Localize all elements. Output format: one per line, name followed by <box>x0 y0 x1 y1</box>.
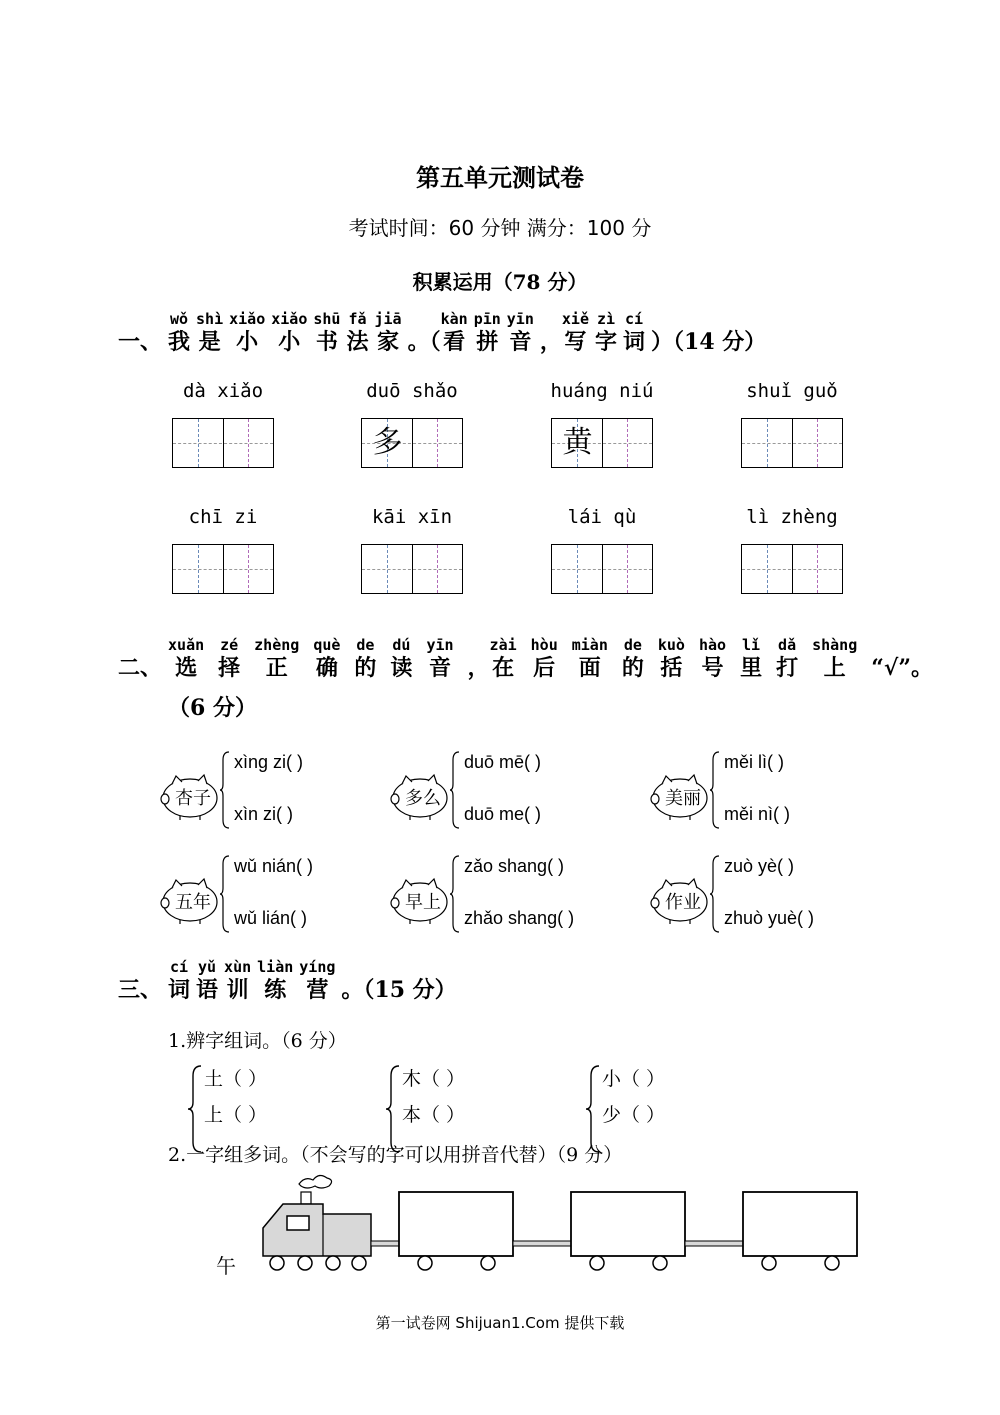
hanzi: 音 <box>428 655 451 681</box>
q3-pair-item[interactable]: 少（ ） <box>602 1104 666 1126</box>
pinyin: liàn <box>257 958 294 976</box>
q2-word: 五年 <box>175 892 211 913</box>
q1-word <box>374 310 401 356</box>
pinyin: dǎ <box>778 636 797 654</box>
pinyin: shàng <box>812 636 858 654</box>
hanzi: 法 <box>346 329 369 355</box>
hanzi: 训 <box>226 977 249 1003</box>
pinyin: cí <box>169 958 189 976</box>
q3-word <box>299 958 335 1004</box>
q3-tail: 。（15 分） <box>341 977 457 1003</box>
q2-word <box>254 636 299 682</box>
pinyin: de <box>356 636 375 654</box>
hanzi: 语 <box>196 977 219 1003</box>
hanzi: 小 <box>236 329 259 355</box>
q1-writing-grid[interactable] <box>172 544 274 594</box>
pinyin: shū <box>313 310 341 328</box>
q1-word <box>623 310 645 356</box>
q2-choice-group <box>388 750 618 830</box>
hanzi: 正 <box>265 655 288 681</box>
hanzi: 词 <box>168 977 191 1003</box>
hanzi: 营 <box>306 977 329 1003</box>
pinyin: què <box>313 636 341 654</box>
q2-option[interactable]: wǔ nián( ) <box>234 856 314 876</box>
hanzi: 词 <box>623 329 646 355</box>
q2-words <box>168 636 468 682</box>
q1-sample-char: 多 <box>372 425 403 460</box>
hanzi: 后 <box>533 655 556 681</box>
q3-pair-item[interactable]: 上（ ） <box>204 1104 268 1126</box>
pinyin: hòu <box>530 636 558 654</box>
q1-sep: 。（ <box>407 329 441 355</box>
q1-word <box>562 310 589 356</box>
q1-pinyin-label: chī zi <box>188 506 258 528</box>
pinyin: wǒ <box>169 310 189 328</box>
q2-word <box>699 636 726 682</box>
hanzi: 家 <box>377 329 400 355</box>
hanzi: 括 <box>660 655 683 681</box>
hanzi: 拼 <box>476 329 499 355</box>
q1-word <box>271 310 307 356</box>
pinyin: lǐ <box>742 636 761 654</box>
q2-words2 <box>490 636 872 682</box>
hanzi: 字 <box>594 329 617 355</box>
q3-pair-item[interactable]: 木（ ） <box>402 1068 466 1090</box>
hanzi: 打 <box>776 655 799 681</box>
section-heading: 积累运用（78 分） <box>412 270 588 294</box>
pinyin: yíng <box>299 958 336 976</box>
q1-word <box>229 310 265 356</box>
hanzi: 写 <box>564 329 587 355</box>
hanzi: 书 <box>315 329 338 355</box>
hanzi: 面 <box>578 655 601 681</box>
q2-word <box>426 636 453 682</box>
pinyin: zì <box>596 310 616 328</box>
q2-score: （6 分） <box>168 695 257 721</box>
hanzi: 确 <box>315 655 338 681</box>
q3-pair-item[interactable]: 小（ ） <box>602 1068 666 1090</box>
page-title: 第五单元测试卷 <box>416 163 584 192</box>
q3-word <box>168 958 190 1004</box>
q2-option[interactable]: xìng zi( ) <box>234 752 304 772</box>
q3-word <box>224 958 251 1004</box>
hanzi: 的 <box>621 655 644 681</box>
q2-option[interactable]: měi lì( ) <box>724 752 784 772</box>
q2-heading <box>118 636 933 682</box>
hanzi: 里 <box>740 655 763 681</box>
hanzi: 练 <box>264 977 287 1003</box>
q1-writing-grid[interactable] <box>741 418 843 468</box>
q1-pinyin-label: duō shǎo <box>366 380 458 402</box>
q1-comma: ， <box>539 329 562 355</box>
pinyin: yǔ <box>198 958 217 976</box>
q1-writing-grid[interactable] <box>551 544 653 594</box>
q1-pinyin-label: lái qù <box>567 506 637 528</box>
q1-pinyin-label: kāi xīn <box>371 506 453 528</box>
q1-words2 <box>441 310 540 356</box>
q2-option[interactable]: měi nì( ) <box>724 804 791 824</box>
hanzi: 上 <box>823 655 846 681</box>
hanzi: 读 <box>390 655 413 681</box>
train-car-2 <box>571 1192 685 1270</box>
q2-comma: ， <box>467 655 490 681</box>
q1-word <box>441 310 468 356</box>
pinyin: xiǎo <box>229 310 266 328</box>
q1-word <box>196 310 223 356</box>
q1-words <box>168 310 408 356</box>
q3-sub2: 2.一字组多词。（不会写的字可以用拼音代替）（9 分） <box>168 1144 623 1166</box>
q2-choice-group <box>158 854 388 934</box>
q1-writing-grid[interactable] <box>361 418 463 468</box>
hanzi: 号 <box>701 655 724 681</box>
pinyin: hào <box>698 636 727 654</box>
q1-tail: ）（14 分） <box>651 329 767 355</box>
q2-word: 早上 <box>405 892 441 913</box>
q2-tail: “√”。 <box>871 655 934 681</box>
q2-choice-group <box>388 854 618 934</box>
q2-word <box>218 636 240 682</box>
pinyin: yīn <box>426 636 454 654</box>
q3-pair-item[interactable]: 本（ ） <box>402 1104 466 1126</box>
pinyin: zhèng <box>254 636 300 654</box>
exam-info: 考试时间：60 分钟 满分：100 分 <box>348 216 652 240</box>
q2-option[interactable]: zuò yè( ) <box>724 856 795 876</box>
q3-word <box>196 958 218 1004</box>
pinyin: kuò <box>657 636 685 654</box>
q1-writing-grid[interactable] <box>551 418 653 468</box>
q1-pinyin-label: huáng niú <box>550 380 654 402</box>
q2-word <box>812 636 857 682</box>
q2-word <box>740 636 762 682</box>
hanzi: 我 <box>168 329 191 355</box>
q2-choice-group <box>648 750 878 830</box>
q1-word <box>507 310 534 356</box>
q2-word: 杏子 <box>175 788 211 809</box>
pinyin: fǎ <box>348 310 367 328</box>
pinyin: de <box>623 636 642 654</box>
q1-pinyin-label: shuǐ guǒ <box>746 380 838 402</box>
hanzi: 的 <box>354 655 377 681</box>
hanzi: 是 <box>198 329 221 355</box>
q1-heading <box>118 310 766 356</box>
q2-option[interactable]: zǎo shang( ) <box>464 856 565 876</box>
q3-number: 三、 <box>118 977 163 1003</box>
q3-heading <box>118 958 457 1004</box>
train-car-3 <box>743 1192 857 1270</box>
q2-word <box>572 636 608 682</box>
train-car-1 <box>399 1192 513 1270</box>
q2-option[interactable]: duō me( ) <box>464 804 542 824</box>
pinyin: zé <box>220 636 239 654</box>
pinyin: xùn <box>224 958 252 976</box>
q2-choice-group <box>158 750 388 830</box>
q1-word <box>474 310 501 356</box>
q1-sample-char: 黄 <box>562 425 593 460</box>
q2-word <box>313 636 340 682</box>
q2-word <box>622 636 644 682</box>
pinyin: shì <box>196 310 224 328</box>
pinyin: xuǎn <box>168 636 205 654</box>
train-illustration <box>255 1170 865 1275</box>
q2-option[interactable]: duō mē( ) <box>464 752 542 772</box>
q2-word: 作业 <box>665 892 701 913</box>
q2-word: 美丽 <box>665 788 701 809</box>
pinyin: yīn <box>506 310 534 328</box>
q1-writing-grid[interactable] <box>741 544 843 594</box>
pinyin: xiě <box>561 310 589 328</box>
pinyin: xiǎo <box>271 310 308 328</box>
q2-option[interactable]: zhǎo shang( ) <box>464 908 575 928</box>
hanzi: 在 <box>492 655 515 681</box>
q3-word <box>257 958 293 1004</box>
q1-word <box>346 310 368 356</box>
hanzi: 音 <box>509 329 532 355</box>
q2-word <box>531 636 558 682</box>
q1-writing-grid[interactable] <box>172 418 274 468</box>
pinyin: kàn <box>440 310 468 328</box>
pinyin: zài <box>489 636 517 654</box>
q3-pair-item[interactable]: 土（ ） <box>204 1068 268 1090</box>
q3-words <box>168 958 341 1004</box>
q1-word <box>313 310 340 356</box>
q2-option[interactable]: zhuò yuè( ) <box>724 908 815 928</box>
hanzi: 选 <box>175 655 198 681</box>
q2-word <box>354 636 376 682</box>
train-character: 午 <box>216 1254 236 1278</box>
q1-word <box>595 310 617 356</box>
q2-word: 多么 <box>405 788 441 809</box>
q1-number: 一、 <box>118 329 163 355</box>
locomotive <box>263 1175 371 1270</box>
pinyin: cí <box>624 310 644 328</box>
q2-word <box>490 636 517 682</box>
q1-writing-grid[interactable] <box>361 544 463 594</box>
hanzi: 看 <box>443 329 466 355</box>
q1-pinyin-label: dà xiǎo <box>182 380 264 402</box>
hanzi: 小 <box>278 329 301 355</box>
q2-word <box>390 636 412 682</box>
hanzi: 择 <box>218 655 241 681</box>
q3-sub1: 1.辨字组词。（6 分） <box>168 1030 347 1052</box>
q2-choice-group <box>648 854 878 934</box>
pinyin: dú <box>392 636 411 654</box>
footer-text: 第一试卷网 Shijuan1.Com 提供下载 <box>375 1314 625 1332</box>
q2-option[interactable]: xìn zi( ) <box>234 804 294 824</box>
q2-word <box>168 636 204 682</box>
pinyin: jiā <box>374 310 402 328</box>
q1-words3 <box>562 310 651 356</box>
q1-pinyin-label: lì zhèng <box>746 506 838 528</box>
q2-word <box>658 636 685 682</box>
pinyin: pīn <box>473 310 501 328</box>
q1-word <box>168 310 190 356</box>
pinyin: miàn <box>571 636 608 654</box>
q2-option[interactable]: wǔ lián( ) <box>234 908 308 928</box>
q2-number: 二、 <box>118 655 163 681</box>
q2-word <box>776 636 798 682</box>
